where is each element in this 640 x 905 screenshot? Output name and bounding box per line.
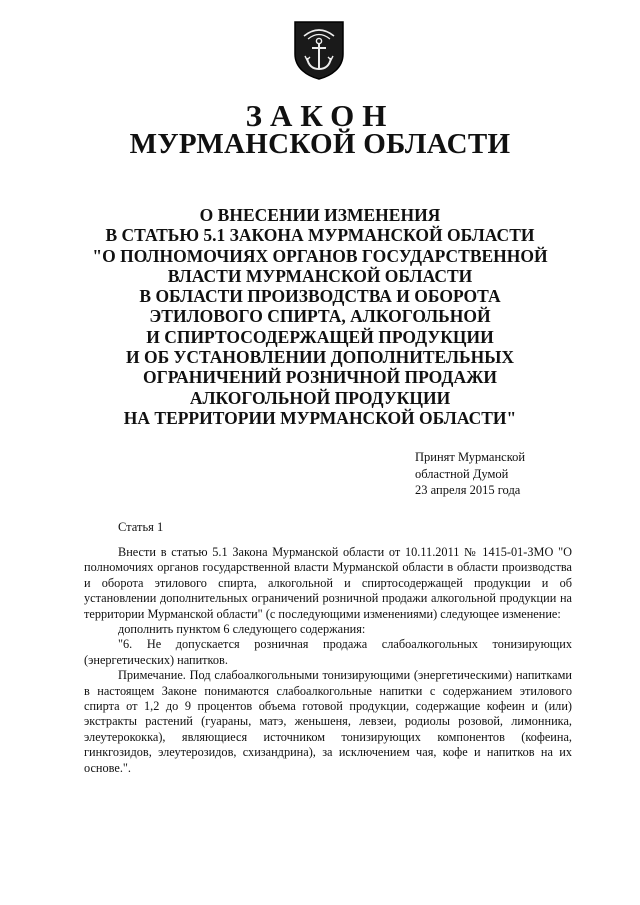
article-paragraph: Примечание. Под слабоалкогольными тонизирующими (энергетическими) напитками в настоящем Законе понимаются слабоалкогольные напитки с содержанием этилового спирта от 1,2 до 9 процентов объема готовой продукции, содержащие кофеин и (или) экстракты растений (гуараны, матэ, женьшеня, левзеи, родиолы розовой, лимонника, элеутерококка), являющиеся источником тонизирующих компонентов (кофеина, гинкгозидов, элеутерозидов, схизандрина), за исключением чая, кофе и напитков на их основе.". [84, 668, 572, 775]
subtitle-line: ЭТИЛОВОГО СПИРТА, АЛКОГОЛЬНОЙ [149, 306, 491, 327]
region-title: МУРМАНСКОЙ ОБЛАСТИ [129, 128, 511, 160]
article-body [84, 545, 572, 776]
article-paragraph: "6. Не допускается розничная продажа слабоалкогольных тонизирующих (энергетических) напитков. [84, 637, 572, 667]
murmansk-coat-of-arms-icon [293, 20, 345, 80]
subtitle-line: ВЛАСТИ МУРМАНСКОЙ ОБЛАСТИ [167, 265, 473, 286]
subtitle-line: НА ТЕРРИТОРИИ МУРМАНСКОЙ ОБЛАСТИ" [123, 407, 517, 428]
subtitle-line: В СТАТЬЮ 5.1 ЗАКОНА МУРМАНСКОЙ ОБЛАСТИ [105, 225, 535, 246]
adoption-line: областной Думой [415, 466, 509, 481]
adoption-note [415, 449, 525, 499]
adoption-line: Принят Мурманской [415, 450, 526, 464]
subtitle-line: И СПИРТОСОДЕРЖАЩЕЙ ПРОДУКЦИИ [146, 326, 494, 347]
subtitle-line: АЛКОГОЛЬНОЙ ПРОДУКЦИИ [189, 387, 451, 408]
subtitle-line: И ОБ УСТАНОВЛЕНИИ ДОПОЛНИТЕЛЬНЫХ [125, 347, 515, 368]
subtitle-line: О ВНЕСЕНИИ ИЗМЕНЕНИЯ [199, 205, 441, 225]
subtitle-line: ОГРАНИЧЕНИЙ РОЗНИЧНОЙ ПРОДАЖИ [142, 367, 498, 388]
subtitle-line: "О ПОЛНОМОЧИЯХ ОРГАНОВ ГОСУДАРСТВЕННОЙ [92, 245, 548, 266]
article-heading: Статья 1 [118, 520, 164, 534]
subtitle-line: В ОБЛАСТИ ПРОИЗВОДСТВА И ОБОРОТА [139, 286, 501, 307]
article-paragraph: Внести в статью 5.1 Закона Мурманской области от 10.11.2011 № 1415-01-ЗМО "О полномочиях органов государственной власти Мурманской области в области производства и оборота этилового спирта, алкогольной и спиртосодержащей продукции и об установлении дополнительных ограничений розничной продажи алкогольной продукции на территории Мурманской области" (с последующими изменениями) следующее изменение: [84, 545, 572, 621]
article-paragraph: дополнить пунктом 6 следующего содержания: [118, 622, 366, 637]
law-subtitle [60, 205, 580, 428]
document-type-title: ЗАКОН [245, 98, 395, 133]
adoption-date: 23 апреля 2015 года [415, 483, 521, 497]
